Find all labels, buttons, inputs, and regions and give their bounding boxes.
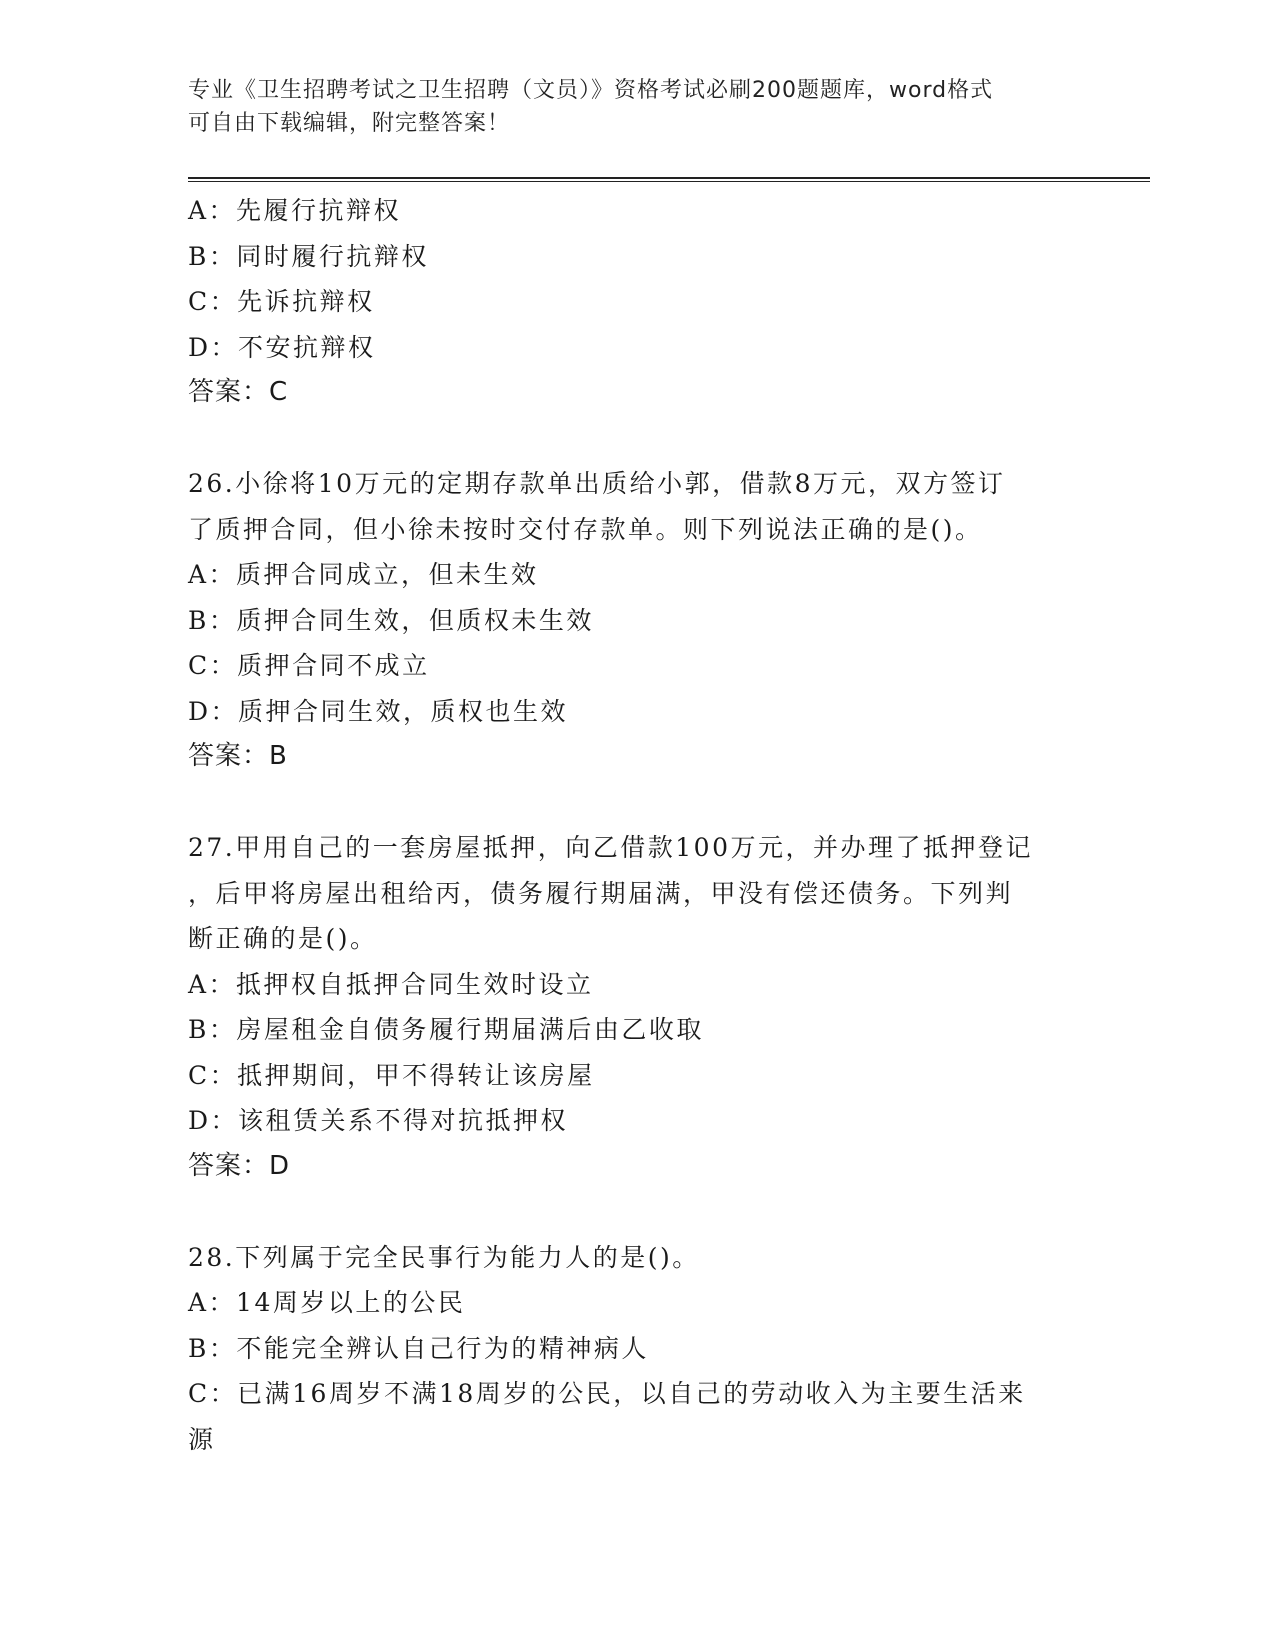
answer: 答案：D xyxy=(188,1150,291,1181)
option-a: A：抵押权自抵押合同生效时设立 xyxy=(188,969,594,999)
question-stem: 26.小徐将10万元的定期存款单出质给小郭，借款8万元，双方签订 xyxy=(188,469,1006,498)
header-title-line1: 专业《卫生招聘考试之卫生招聘（文员）》资格考试必刷200题题库，word格式 xyxy=(188,78,994,103)
spacer xyxy=(188,780,1148,826)
option-d: D：不安抗辩权 xyxy=(188,332,376,362)
question-stem: 了质押合同，但小徐未按时交付存款单。则下列说法正确的是()。 xyxy=(188,514,983,544)
question-25 xyxy=(188,188,1148,416)
option-c: C：已满16周岁不满18周岁的公民，以自己的劳动收入为主要生活来 xyxy=(188,1379,1026,1408)
option-a: A：质押合同成立，但未生效 xyxy=(188,560,539,589)
option-c: C：先诉抗辩权 xyxy=(188,287,375,316)
option-c: C：抵押期间，甲不得转让该房屋 xyxy=(188,1060,595,1090)
question-26 xyxy=(188,461,1148,780)
option-b: B：质押合同生效，但质权未生效 xyxy=(188,605,594,635)
option-b: B：不能完全辨认自己行为的精神病人 xyxy=(188,1333,649,1363)
answer: 答案：B xyxy=(188,741,288,771)
question-stem: 断正确的是()。 xyxy=(188,924,378,953)
option-b: B：同时履行抗辩权 xyxy=(188,241,429,271)
question-27 xyxy=(188,825,1148,1189)
option-c: C：质押合同不成立 xyxy=(188,651,430,680)
option-d: D：质押合同生效，质权也生效 xyxy=(188,696,569,726)
spacer xyxy=(188,1189,1148,1235)
header-divider xyxy=(188,177,1150,182)
option-c-continued: 源 xyxy=(188,1424,216,1454)
option-a: A：先履行抗辩权 xyxy=(188,196,402,225)
page-header xyxy=(188,74,1088,140)
question-28 xyxy=(188,1235,1148,1463)
option-b: B：房屋租金自债务履行期届满后由乙收取 xyxy=(188,1015,704,1044)
option-d: D：该租赁关系不得对抗抵押权 xyxy=(188,1106,569,1135)
spacer xyxy=(188,416,1148,462)
question-list xyxy=(188,188,1148,1462)
header-title-line2: 可自由下载编辑，附完整答案！ xyxy=(188,111,511,136)
question-stem: 28.下列属于完全民事行为能力人的是()。 xyxy=(188,1242,700,1272)
answer: 答案：C xyxy=(188,377,289,407)
question-stem: 27.甲用自己的一套房屋抵押，向乙借款100万元，并办理了抵押登记 xyxy=(188,833,1033,862)
option-a: A：14周岁以上的公民 xyxy=(188,1288,466,1317)
question-stem: ，后甲将房屋出租给丙，债务履行期届满，甲没有偿还债务。下列判 xyxy=(188,878,1014,908)
